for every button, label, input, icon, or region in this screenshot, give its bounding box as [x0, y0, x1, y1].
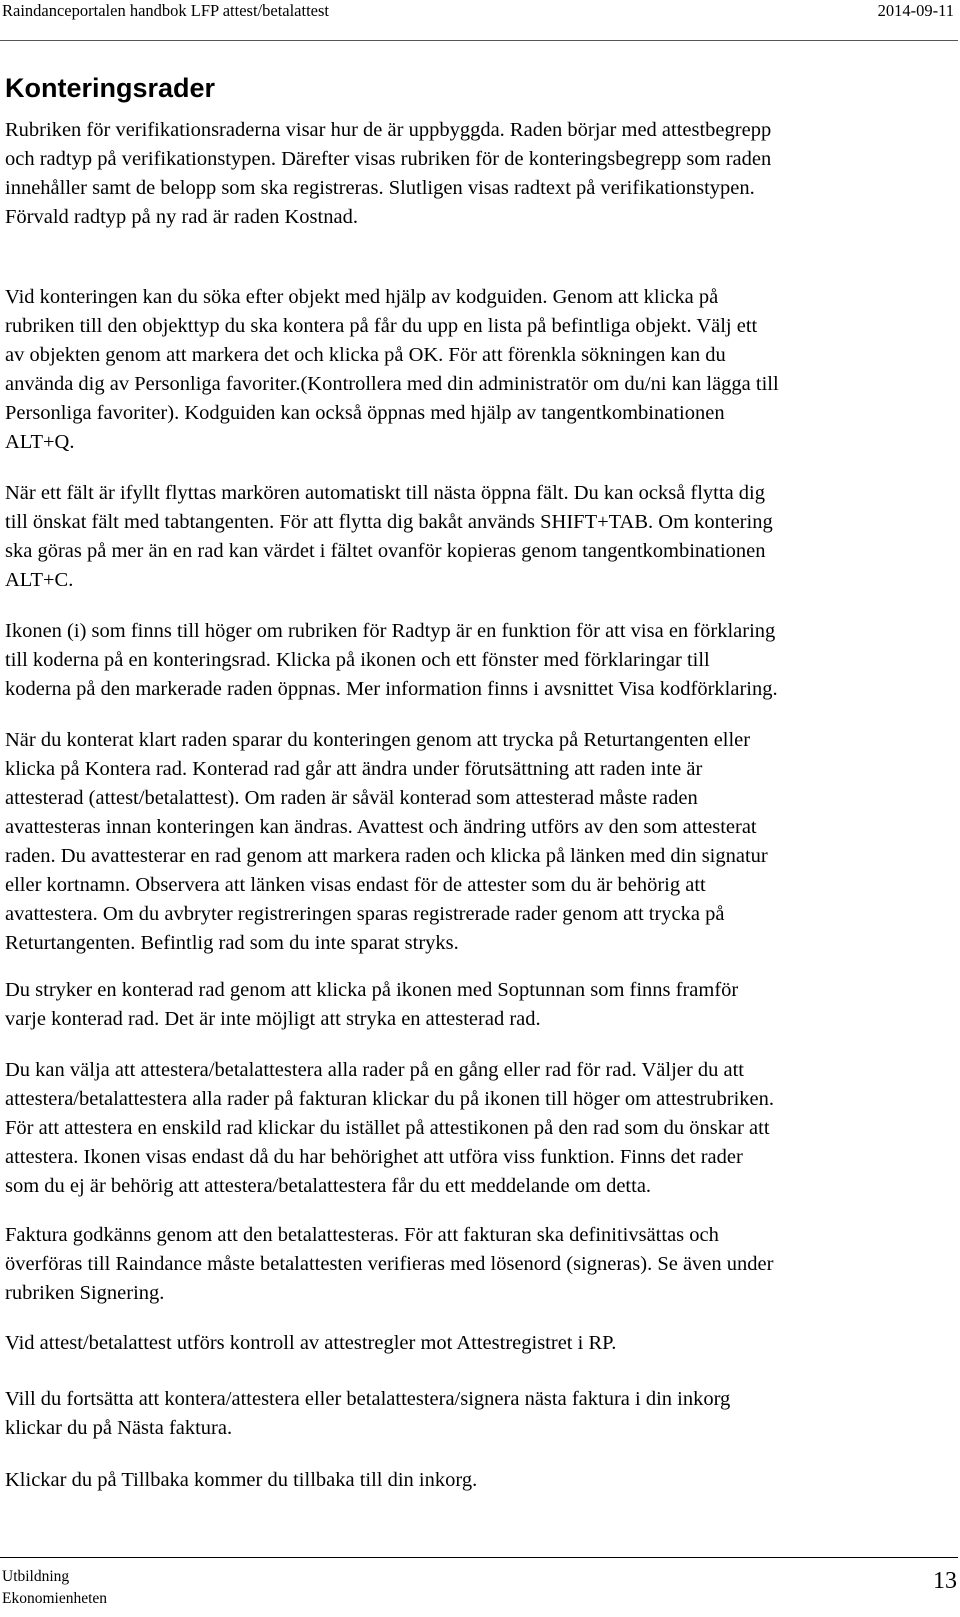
text-line: Förvald radtyp på ny rad är raden Kostnad.: [5, 206, 358, 228]
text-line: Ikonen (i) som finns till höger om rubriken för Radtyp är en funktion för att visa en förklaring: [5, 620, 776, 642]
text-line: attestera/betalattestera alla rader på fakturan klickar du på ikonen till höger om attestrubriken.: [5, 1088, 774, 1110]
text-line: raden. Du avattesterar en rad genom att markera raden och klicka på länken med din signatur: [5, 845, 768, 867]
text-line: innehåller samt de belopp som ska registreras. Slutligen visas radtext på verifikationstypen.: [5, 177, 755, 199]
page-number: 13: [933, 1568, 957, 1594]
text-line: Klickar du på Tillbaka kommer du tillbaka till din inkorg.: [5, 1469, 478, 1491]
paragraph-3: [5, 479, 955, 595]
footer-dept-line: Ekonomienheten: [2, 1590, 108, 1607]
paragraph-11: [5, 1466, 955, 1495]
text-line: klicka på Kontera rad. Konterad rad går att ändra under förutsättning att raden inte är: [5, 758, 703, 780]
text-line: använda dig av Personliga favoriter.(Kontrollera med din administratör om du/ni kan lägga till: [5, 373, 779, 395]
text-line: varje konterad rad. Det är inte möjligt att stryka en attesterad rad.: [5, 1008, 541, 1030]
paragraph-4: [5, 617, 955, 704]
footer-divider: [0, 1557, 958, 1558]
text-line: rubriken Signering.: [5, 1282, 165, 1304]
text-line: klickar du på Nästa faktura.: [5, 1417, 233, 1439]
text-line: till koderna på en konteringsrad. Klicka på ikonen och ett fönster med förklaringar till: [5, 649, 710, 671]
text-line: Du stryker en konterad rad genom att klicka på ikonen med Soptunnan som finns framför: [5, 979, 739, 1001]
text-line: Vill du fortsätta att kontera/attestera eller betalattestera/signera nästa faktura i din inkorg: [5, 1388, 731, 1410]
paragraph-6: [5, 976, 955, 1034]
paragraph-10: [5, 1385, 955, 1443]
text-line: avattesteras innan konteringen kan ändras. Avattest och ändring utförs av den som attesterat: [5, 816, 757, 838]
text-line: ALT+C.: [5, 569, 74, 591]
text-line: överföras till Raindance måste betalattesten verifieras med lösenord (signeras). Se även under: [5, 1253, 774, 1275]
page-header: [0, 0, 958, 41]
text-line: Faktura godkänns genom att den betalattesteras. För att fakturan ska definitivsättas och: [5, 1224, 719, 1246]
paragraph-9: [5, 1329, 955, 1358]
text-line: rubriken till den objekttyp du ska kontera på får du upp en lista på befintliga objekt. Välj ett: [5, 315, 758, 337]
text-line: När ett fält är ifyllt flyttas markören automatiskt till nästa öppna fält. Du kan också flytta dig: [5, 482, 765, 504]
text-line: eller kortnamn. Observera att länken visas endast för de attester som du är behörig att: [5, 874, 706, 896]
paragraph-5: [5, 726, 955, 958]
footer-department: [2, 1566, 107, 1610]
text-line: till önskat fält med tabtangenten. För att flytta dig bakåt används SHIFT+TAB. Om kontering: [5, 511, 773, 533]
text-line: ska göras på mer än en rad kan värdet i fältet ovanför kopieras genom tangentkombinationen: [5, 540, 766, 562]
paragraph-1: [5, 116, 955, 232]
footer-dept-line: Utbildning: [2, 1568, 70, 1585]
text-line: koderna på den markerade raden öppnas. Mer information finns i avsnittet Visa kodförklaring.: [5, 678, 778, 700]
text-line: Personliga favoriter). Kodguiden kan också öppnas med hjälp av tangentkombinationen: [5, 402, 725, 424]
text-line: ALT+Q.: [5, 431, 75, 453]
text-line: attestera. Ikonen visas endast då du har behörighet att utföra viss funktion. Finns det rader: [5, 1146, 743, 1168]
text-line: attesterad (attest/betalattest). Om raden är såväl konterad som attesterad måste raden: [5, 787, 698, 809]
text-line: Vid attest/betalattest utförs kontroll av attestregler mot Attestregistret i RP.: [5, 1332, 617, 1354]
text-line: avattestera. Om du avbryter registreringen sparas registrerade rader genom att trycka på: [5, 903, 725, 925]
document-date: 2014-09-11: [877, 1, 954, 20]
text-line: Vid konteringen kan du söka efter objekt med hjälp av kodguiden. Genom att klicka på: [5, 286, 719, 308]
text-line: För att attestera en enskild rad klickar du istället på attestikonen på den rad som du önskar att: [5, 1117, 770, 1139]
text-line: Du kan välja att attestera/betalattestera alla rader på en gång eller rad för rad. Väljer du att: [5, 1059, 744, 1081]
text-line: Rubriken för verifikationsraderna visar hur de är uppbyggda. Raden börjar med attestbegrepp: [5, 119, 772, 141]
section-heading: Konteringsrader: [5, 73, 216, 103]
text-line: och radtyp på verifikationstypen. Därefter visas rubriken för de konteringsbegrepp som raden: [5, 148, 772, 170]
text-line: Returtangenten. Befintlig rad som du inte sparat stryks.: [5, 932, 459, 954]
paragraph-2: [5, 283, 955, 457]
text-line: När du konterat klart raden sparar du konteringen genom att trycka på Returtangenten eller: [5, 729, 751, 751]
paragraph-8: [5, 1221, 955, 1308]
paragraph-7: [5, 1056, 955, 1201]
text-line: av objekten genom att markera det och klicka på OK. För att förenkla sökningen kan du: [5, 344, 726, 366]
document-title: Raindanceportalen handbok LFP attest/betalattest: [2, 1, 330, 20]
text-line: som du ej är behörig att attestera/betalattestera får du ett meddelande om detta.: [5, 1175, 652, 1197]
